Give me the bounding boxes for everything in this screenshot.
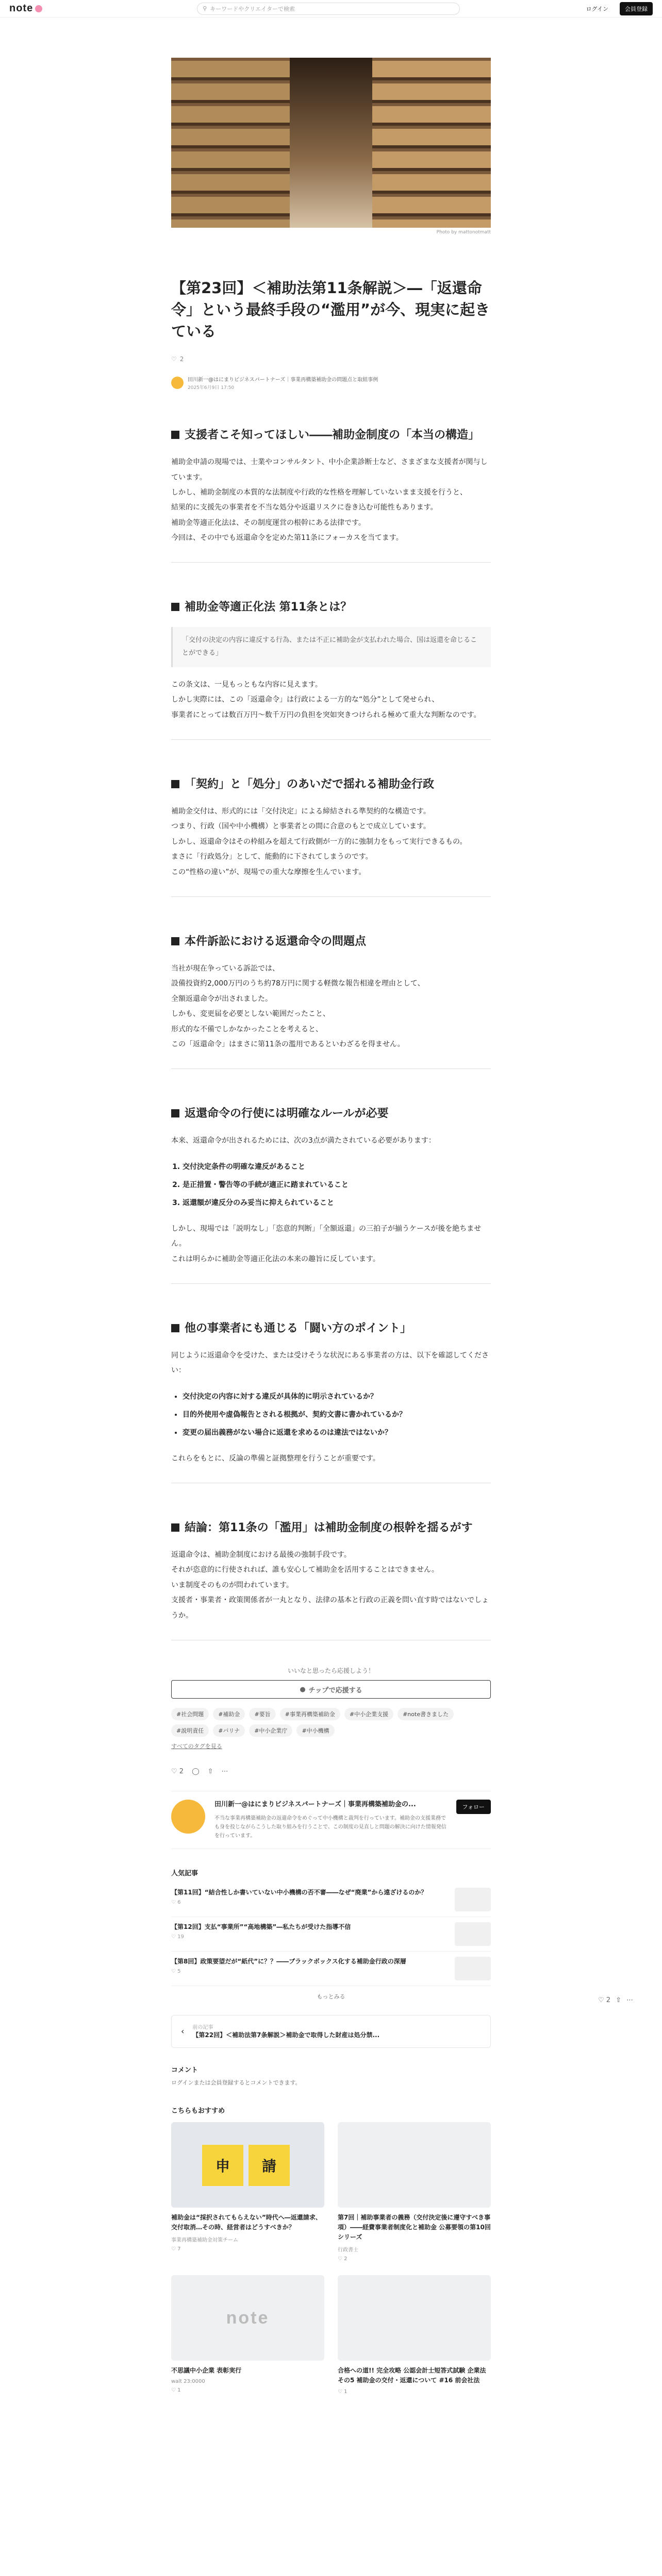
popular-item-thumbnail[interactable] bbox=[455, 1957, 491, 1980]
more-tags-link[interactable]: すべてのタグを見る bbox=[171, 1743, 222, 1750]
like-count: 1 bbox=[177, 2387, 181, 2394]
author-profile bbox=[171, 1791, 491, 1849]
paragraph: 形式的な不備でしかなかったことを考えると、 bbox=[171, 1025, 323, 1033]
paragraph: それが恣意的に行使されれば、誰も安心して補助金を活用することはできません。 bbox=[171, 1566, 439, 1574]
popular-list bbox=[171, 1883, 491, 1986]
tag-chip[interactable]: #note書きました bbox=[398, 1708, 454, 1720]
hero-image bbox=[171, 58, 491, 228]
divider bbox=[171, 896, 491, 897]
square-bullet-icon bbox=[171, 1109, 179, 1117]
avatar[interactable] bbox=[171, 377, 184, 389]
paragraph: この「返還命令」はまさに第11条の濫用であるといわざるを得ません。 bbox=[171, 1040, 405, 1048]
tag-chip[interactable]: #社会問題 bbox=[171, 1708, 209, 1720]
paragraph: 補助金申請の現場では、士業やコンサルタント、中小企業診断士など、さまざまな支援者が関与しています。 bbox=[171, 458, 488, 482]
tip-button[interactable]: ● チップで応援する bbox=[171, 1680, 491, 1699]
paragraph: 今回は、その中でも返還命令を定めた第11条にフォーカスを当てます。 bbox=[171, 534, 403, 543]
paragraph: 支援者・事業者・政策関係者が一丸となり、法律の基本と行政の正義を問い直す時ではないでしょうか。 bbox=[171, 1596, 489, 1620]
paragraph: 事業者にとっては数百万円～数千万円の負担を突如突きつけられる極めて重大な判断なのです。 bbox=[171, 710, 481, 719]
paragraph: 当社が現在争っている訴訟では、 bbox=[171, 964, 279, 973]
follow-button[interactable]: フォロー bbox=[456, 1800, 491, 1814]
card-likes[interactable]: ♡ 2 bbox=[338, 2256, 347, 2262]
spacer bbox=[171, 1379, 491, 1388]
list-item: • 変更の届出義務がない場合に返還を求めるのは違法ではないか？ bbox=[183, 1424, 491, 1442]
section-heading-text: 他の事業者にも通じる「闘い方のポイント」 bbox=[185, 1321, 412, 1335]
like-count: 5 bbox=[177, 1968, 181, 1974]
tag-chip[interactable]: #中小企業庁 bbox=[249, 1724, 292, 1737]
search-icon: ⚲ bbox=[203, 5, 207, 12]
prev-article-card[interactable] bbox=[171, 2015, 491, 2048]
square-bullet-icon bbox=[171, 1324, 179, 1332]
article-title: 【第23回】＜補助法第11条解説＞―「返還命令」という最終手段の“濫用”が今、現実に起きている bbox=[171, 279, 490, 341]
paragraph: 設備投資約2,000万円のうち約78万円に関する軽微な報告相違を理由として、 bbox=[171, 979, 425, 988]
paragraph: 補助金交付は、形式的には「交付決定」による締結される準契約的な構造です。 bbox=[171, 807, 431, 816]
article-column bbox=[171, 58, 491, 2395]
floating-actions bbox=[598, 1996, 633, 2004]
popular-item-title[interactable]: 【第12回】支払“事業所”“高地構築”―私たちが受けた指導不信 bbox=[171, 1923, 351, 1930]
paragraph: この条文は、一見もっともな内容に見えます。 bbox=[171, 680, 322, 689]
tag-chip[interactable]: #要旨 bbox=[249, 1708, 275, 1720]
list-item: • 交付決定の内容に対する違反が具体的に明示されているか？ bbox=[183, 1388, 491, 1406]
paragraph: 全額返還命令が出されました。 bbox=[171, 994, 272, 1003]
bullet-list bbox=[183, 1158, 491, 1212]
tag-list bbox=[171, 1708, 491, 1737]
section-heading bbox=[171, 427, 491, 444]
support-prompt: いいなと思ったら応援しよう！ bbox=[287, 1667, 374, 1675]
note-placeholder-logo: note bbox=[226, 2308, 270, 2328]
paragraph: 補助金等適正化法は、その制度運営の根幹にある法律です。 bbox=[171, 518, 366, 527]
paragraph: まさに「行政処分」として、能動的に下されてしまうのです。 bbox=[171, 853, 373, 861]
paragraph: 結果的に支援先の事業者を不当な処分や返還リスクに巻き込む可能性もあります。 bbox=[171, 503, 438, 512]
author-line[interactable] bbox=[171, 375, 491, 391]
section-heading bbox=[171, 1320, 491, 1337]
card-title[interactable]: 第7回｜補助事業者の義務（交付決定後に遵守すべき事項）――経費事業者制度化と補助金 公募要領の第10回シリーズ bbox=[338, 2213, 491, 2241]
card-title[interactable]: 合格への道!! 完全攻略 公認会計士短答式試験 企業法 その5 補助金の交付・返還について #16 前会社法 bbox=[338, 2367, 486, 2384]
profile-name[interactable]: 田川新一@はにまりビジネスパートナーズ｜事業再構築補助金の... bbox=[214, 1801, 416, 1809]
square-bullet-icon bbox=[171, 937, 179, 945]
paragraph: 同じように返還命令を受けた、または受けそうな状況にある事業者の方は、以下を確認してください： bbox=[171, 1351, 489, 1375]
section-heading bbox=[171, 933, 491, 950]
section-heading-text: 支援者こそ知ってほしい――補助金制度の「本当の構造」 bbox=[185, 429, 480, 442]
popular-item-text bbox=[171, 1888, 427, 1911]
list-item: 3. 返還額が違反分のみ妥当に抑えられていること bbox=[183, 1194, 491, 1212]
paragraph: これは明らかに補助金等適正化法の本来の趣旨に反しています。 bbox=[171, 1255, 380, 1263]
recommend-card[interactable] bbox=[171, 2275, 324, 2394]
paragraph: しかし実際には、この「返還命令」は行政による一方的な“処分”として発せられ、 bbox=[171, 696, 439, 704]
tag-chip[interactable]: #事業再構築補助金 bbox=[280, 1708, 340, 1720]
support-box bbox=[171, 1666, 491, 1699]
card-image[interactable] bbox=[171, 2275, 324, 2361]
article-body bbox=[171, 427, 491, 1640]
publish-date: 2025年6月9日 17:50 bbox=[188, 385, 235, 391]
login-button[interactable]: ログイン bbox=[586, 5, 608, 12]
popular-item-thumbnail[interactable] bbox=[455, 1888, 491, 1911]
tag-chip[interactable]: #バリナ bbox=[213, 1724, 245, 1737]
top-bar bbox=[0, 0, 662, 18]
recommend-card[interactable] bbox=[338, 2275, 491, 2394]
paragraph: つまり、行政（国や中小機構）と事業者との間に合意のもとで成立しています。 bbox=[171, 822, 431, 831]
list-item: 1. 交付決定条件の明確な違反があること bbox=[183, 1158, 491, 1176]
recommend-card[interactable] bbox=[171, 2122, 324, 2262]
popular-item-text bbox=[171, 1922, 351, 1946]
divider bbox=[171, 562, 491, 563]
heart-icon: ♡ bbox=[171, 355, 177, 363]
photo-credit[interactable]: Photo by mattonotmatt bbox=[436, 230, 491, 235]
card-image[interactable] bbox=[338, 2122, 491, 2208]
chevron-left-icon: ‹ bbox=[181, 2026, 185, 2037]
paragraph: しかし、現場では「説明なし」「恣意的判断」「全額返還」の三拍子が揃うケースが後を絶ちません。 bbox=[171, 1224, 482, 1248]
card-likes[interactable]: ♡ 1 bbox=[171, 2387, 181, 2394]
popular-item-likes: ♡ 19 bbox=[171, 1934, 184, 1940]
popular-item-likes: ♡ 6 bbox=[171, 1899, 181, 1905]
like-count: 6 bbox=[177, 1899, 181, 1905]
square-bullet-icon bbox=[171, 603, 179, 611]
recommend-card[interactable] bbox=[338, 2122, 491, 2262]
list-item: 2. 是正措置・警告等の手続が適正に踏まれていること bbox=[183, 1176, 491, 1194]
card-author[interactable]: 事業再構築補助金対策チーム bbox=[171, 2238, 238, 2244]
popular-item[interactable] bbox=[171, 1883, 491, 1917]
tip-icon: ● bbox=[300, 1685, 306, 1693]
like-count: 1 bbox=[344, 2388, 347, 2395]
search-placeholder: キーワードやクリエイターで検索 bbox=[210, 5, 295, 12]
quote-block: 「交付の決定の内容に違反する行為、または不正に補助金が支払われた場合、国は返還を命じることができる」 bbox=[171, 627, 491, 667]
popular-item[interactable] bbox=[171, 1952, 491, 1986]
show-more-button[interactable]: もっとみる bbox=[317, 1993, 345, 2000]
recommend-grid bbox=[171, 2122, 491, 2395]
share-icon[interactable]: ⇧ bbox=[207, 1768, 213, 1776]
card-image[interactable] bbox=[171, 2122, 324, 2208]
action-bar bbox=[171, 1768, 491, 1775]
card-likes[interactable]: ♡ 7 bbox=[171, 2246, 181, 2252]
card-author[interactable]: walt 23:0000 bbox=[171, 2379, 205, 2385]
tag-chip[interactable]: #中小企業支援 bbox=[344, 1708, 393, 1720]
popular-item-title[interactable]: 【第8回】政策要望だが“紙代”に？？――ブラックボックス化する補助金行政の深層 bbox=[171, 1957, 406, 1965]
section-heading-text: 本件訴訟における返還命令の問題点 bbox=[185, 935, 367, 948]
author-name[interactable]: 田川新一@はにまりビジネスパートナーズ｜事業再構築補助金の問題点と取組事例 bbox=[188, 377, 378, 383]
comments-title: コメント bbox=[171, 2066, 198, 2074]
section-heading bbox=[171, 1105, 491, 1122]
spacer bbox=[171, 1149, 491, 1158]
section-heading bbox=[171, 599, 491, 616]
square-bullet-icon bbox=[171, 1523, 179, 1532]
comment-icon[interactable]: ◯ bbox=[192, 1768, 200, 1776]
section-heading-text: 返還命令の行使には明確なルールが必要 bbox=[185, 1107, 389, 1121]
floating-like[interactable]: ♡ 2 bbox=[598, 1996, 611, 2004]
section-heading-text: 補助金等適正化法 第11条とは？ bbox=[185, 601, 352, 614]
paragraph: いま制度そのものが問われています。 bbox=[171, 1581, 293, 1589]
search-box[interactable] bbox=[197, 3, 460, 15]
card-title[interactable]: 不思議中小企業 表彰実行 bbox=[171, 2367, 242, 2375]
paragraph: 本来、返還命令が出されるためには、次の3点が満たされている必要があります： bbox=[171, 1137, 436, 1145]
section-heading bbox=[171, 1519, 491, 1536]
card-image[interactable] bbox=[338, 2275, 491, 2361]
popular-item[interactable] bbox=[171, 1917, 491, 1952]
section-heading-text: 結論：第11条の「濫用」は補助金制度の根幹を揺るがす bbox=[185, 1521, 473, 1535]
divider bbox=[171, 739, 491, 740]
popular-item-thumbnail[interactable] bbox=[455, 1922, 491, 1946]
paragraph: しかも、変更届を必要としない範囲だったこと、 bbox=[171, 1010, 330, 1019]
recommend-title: こちらもおすすめ bbox=[171, 2107, 225, 2115]
tag-chip[interactable]: #補助金 bbox=[213, 1708, 245, 1720]
profile-avatar[interactable] bbox=[171, 1800, 205, 1834]
title-likes[interactable]: ♡ 2 bbox=[171, 355, 184, 363]
paragraph: 返還命令は、補助金制度における最後の強制手段です。 bbox=[171, 1551, 351, 1560]
square-bullet-icon bbox=[171, 431, 179, 439]
spacer bbox=[171, 1212, 491, 1222]
like-button[interactable]: ♡ 2 bbox=[171, 1768, 184, 1776]
like-count: 7 bbox=[177, 2246, 181, 2252]
note-logo[interactable] bbox=[9, 3, 42, 14]
popular-title: 人気記事 bbox=[171, 1869, 198, 1877]
card-image-sticker: 請 bbox=[249, 2145, 290, 2186]
popular-item-text bbox=[171, 1957, 406, 1980]
paragraph: しかし、返還命令はその枠組みを超えて行政側が一方的に強制力をもって実行できるもの。 bbox=[171, 837, 467, 846]
spacer bbox=[171, 1442, 491, 1451]
paragraph: これらをもとに、反論の準備と証拠整理を行うことが重要です。 bbox=[171, 1454, 380, 1463]
more-icon[interactable]: ⋯ bbox=[221, 1768, 228, 1776]
tag-chip[interactable]: #説明責任 bbox=[171, 1724, 209, 1737]
popular-item-title[interactable]: 【第11回】“結合性しか書いていない中小機構の否不審――なぜ“廃業”から遠ざけるのか？ bbox=[171, 1888, 427, 1896]
profile-bio: 不当な事業再構築補助金の返還命令をめぐって中小機構と裁判を行っています。補助金の支援業務でも身を投じながらこうした取り組みを行うことで、この制度の見直しと問題の解決に向けた情報発信を行っています。 bbox=[214, 1815, 446, 1839]
paragraph: この“性格の違い”が、現場での重大な摩擦を生んでいます。 bbox=[171, 868, 366, 876]
prev-title: 【第22回】＜補助法第7条解説＞補助金で取得した財産は処分禁... bbox=[192, 2031, 380, 2039]
floating-share-icon[interactable]: ⇧ bbox=[616, 1996, 621, 2004]
floating-more-icon[interactable]: ⋯ bbox=[626, 1996, 633, 2004]
logo-text: note bbox=[9, 3, 34, 14]
divider bbox=[171, 1283, 491, 1284]
card-author[interactable]: 行政書士 bbox=[338, 2247, 358, 2253]
tag-chip[interactable]: #中小機構 bbox=[296, 1724, 334, 1737]
like-count: 2 bbox=[344, 2256, 347, 2262]
section-heading-text: 「契約」と「処分」のあいだで揺れる補助金行政 bbox=[185, 778, 435, 791]
popular-item-likes: ♡ 5 bbox=[171, 1968, 181, 1974]
list-item: • 目的外使用や虚偽報告とされる根拠が、契約文書に書かれているか？ bbox=[183, 1406, 491, 1424]
bullet-list bbox=[183, 1388, 491, 1442]
card-title[interactable]: 補助金は“採択されてもらえない”時代へ―返還請求、交付取消…その時、経営者はどうすべきか？ bbox=[171, 2213, 322, 2231]
section-heading bbox=[171, 776, 491, 793]
prev-label: 前の記事 bbox=[192, 2024, 213, 2030]
paragraph: しかし、補助金制度の本質的な法制度や行政的な性格を理解していないまま支援を行うと、 bbox=[171, 488, 467, 497]
card-image-sticker: 申 bbox=[202, 2145, 243, 2186]
signup-button[interactable]: 会員登録 bbox=[620, 2, 653, 15]
flower-icon bbox=[35, 5, 42, 12]
like-count: 19 bbox=[177, 1934, 184, 1940]
comments-login-note[interactable]: ログインまたは会員登録するとコメントできます。 bbox=[171, 2079, 301, 2086]
card-likes[interactable]: ♡ 1 bbox=[338, 2388, 347, 2395]
square-bullet-icon bbox=[171, 780, 179, 788]
